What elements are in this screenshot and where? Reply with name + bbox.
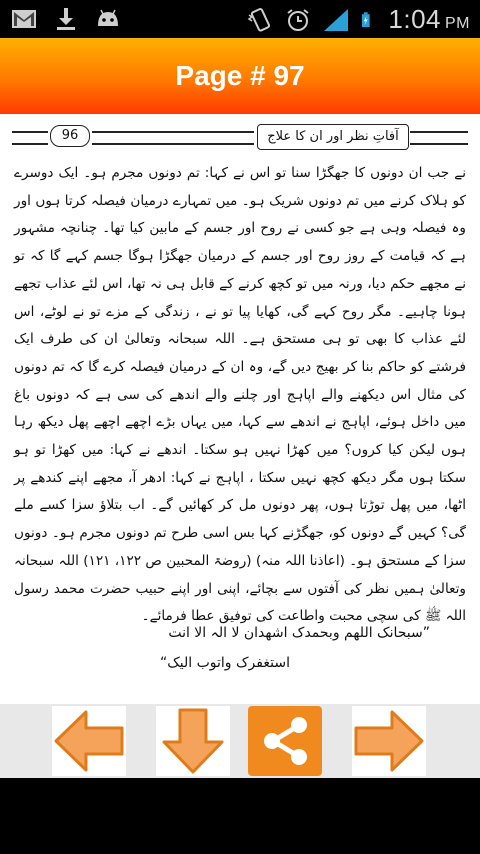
alarm-icon	[284, 7, 312, 33]
download-icon	[52, 6, 80, 32]
app-header	[0, 38, 480, 114]
status-left-icons	[10, 6, 122, 32]
arrow-left-icon	[52, 706, 126, 776]
bottom-toolbar	[0, 704, 480, 778]
battery-icon	[360, 7, 378, 33]
signal-icon	[322, 7, 350, 33]
previous-page-button[interactable]	[52, 706, 126, 776]
paragraph: نے جب ان دونوں کا جھگڑا سنا تو اس نے کہا: تم دونوں مجرم ہو۔ ایک دوسرے کو ہلاک کرنے میں تم دونوں شریک ہو۔ میں تمہارے درمیان فیصلہ کرتا ہوں اور وہ فیصلہ وہی ہے جو کسی نے روح اور جسم کے مابین کیا تھا۔ چنانچہ مشہور ہے کہ قیامت کے روز روح اور جسم کے درمیان جھگڑا ہوگا جسم کہے گا کہ تو نے مجھے حکم دیا، ورنہ میں تو کچھ کرنے کے قابل ہی نہ تھا، اس لئے عذاب تجھے ہونا چاہیے۔ مگر روح کہے گی، کھایا پیا تو نے ، زندگی کے مزے تو نے لوٹے، اس لئے عذاب کا بھی تو ہی مستحق ہے۔ اللہ سبحانہ وتعالیٰ ان کی طرف ایک فرشتے کو حاکم بنا کر بھیج دیں گے، وہ ان کے درمیان فیصلہ کرے گا کہ تم دونوں کی مثال اس دیکھنے والے اپاہج اور چلنے والے اندھے کی سی ہے کہ دونوں باغ میں داخل ہوئے، اپاہج نے اندھے سے کہا، میں یہاں بڑے اچھے اچھے پھل دیکھ رہا ہوں لیکن کیا کروں؟ میں کھڑا نہیں ہو سکتا۔ اندھے نے کہا: میں کھڑا تو ہو سکتا ہوں مگر دیکھ کچھ نہیں سکتا ، اپاہج نے کہا: ادھر آ، مجھے اپنے کندھے پر اٹھا، میں پھل توڑتا ہوں، پھر دونوں مل کر کھائیں گے۔ اب بتلاؤ سزا کسے ملے گی؟ کہیں گے دونوں کو، جھگڑنے کہا بس اسی طرح تم دونوں مجرم ہو۔ دونوں سزا کے مستحق ہو۔ (اعاذنا اللہ منہ) (روضۃ المحبین ص ۱۲۲، ۱۲۱) اللہ سبحانہ وتعالیٰ ہمیں نظر کی آفتوں سے بچائے، اپنی اور اپنے حبیب حضرت محمد رسول اللہ ﷺ کی سچی محبت واطاعت کی توفیق عطا فرمائے۔	[14, 165, 466, 625]
clock: 1:04 PM	[388, 4, 470, 34]
closing-dua	[40, 618, 450, 678]
arrow-down-icon	[156, 706, 230, 776]
next-page-button[interactable]	[352, 706, 426, 776]
arrow-right-icon	[352, 706, 426, 776]
ornament-middle	[92, 131, 254, 145]
page-heading-band	[12, 124, 468, 150]
share-icon	[248, 706, 322, 776]
page-body-text	[14, 160, 466, 631]
status-right-icons	[246, 4, 470, 35]
chapter-title: آفاتِ نظر اور ان کا علاج	[257, 124, 409, 150]
share-button[interactable]	[248, 706, 322, 776]
page-title: Page # 97	[175, 60, 305, 91]
page-number: 96	[50, 125, 90, 147]
book-page[interactable]	[0, 114, 480, 704]
status-bar	[0, 0, 480, 38]
gmail-icon	[10, 6, 38, 32]
vibrate-icon	[246, 7, 274, 33]
ornament-right	[410, 131, 468, 145]
android-icon	[94, 6, 122, 32]
ornament-left	[12, 131, 48, 145]
dua-line-2: استغفرک واتوب الیک“	[160, 655, 290, 671]
dua-line-1: ”سبحانک اللھم وبحمدک اشھدان لا الہ الا انت	[168, 625, 430, 641]
navigation-bar-area	[0, 778, 480, 854]
download-button[interactable]	[156, 706, 230, 776]
